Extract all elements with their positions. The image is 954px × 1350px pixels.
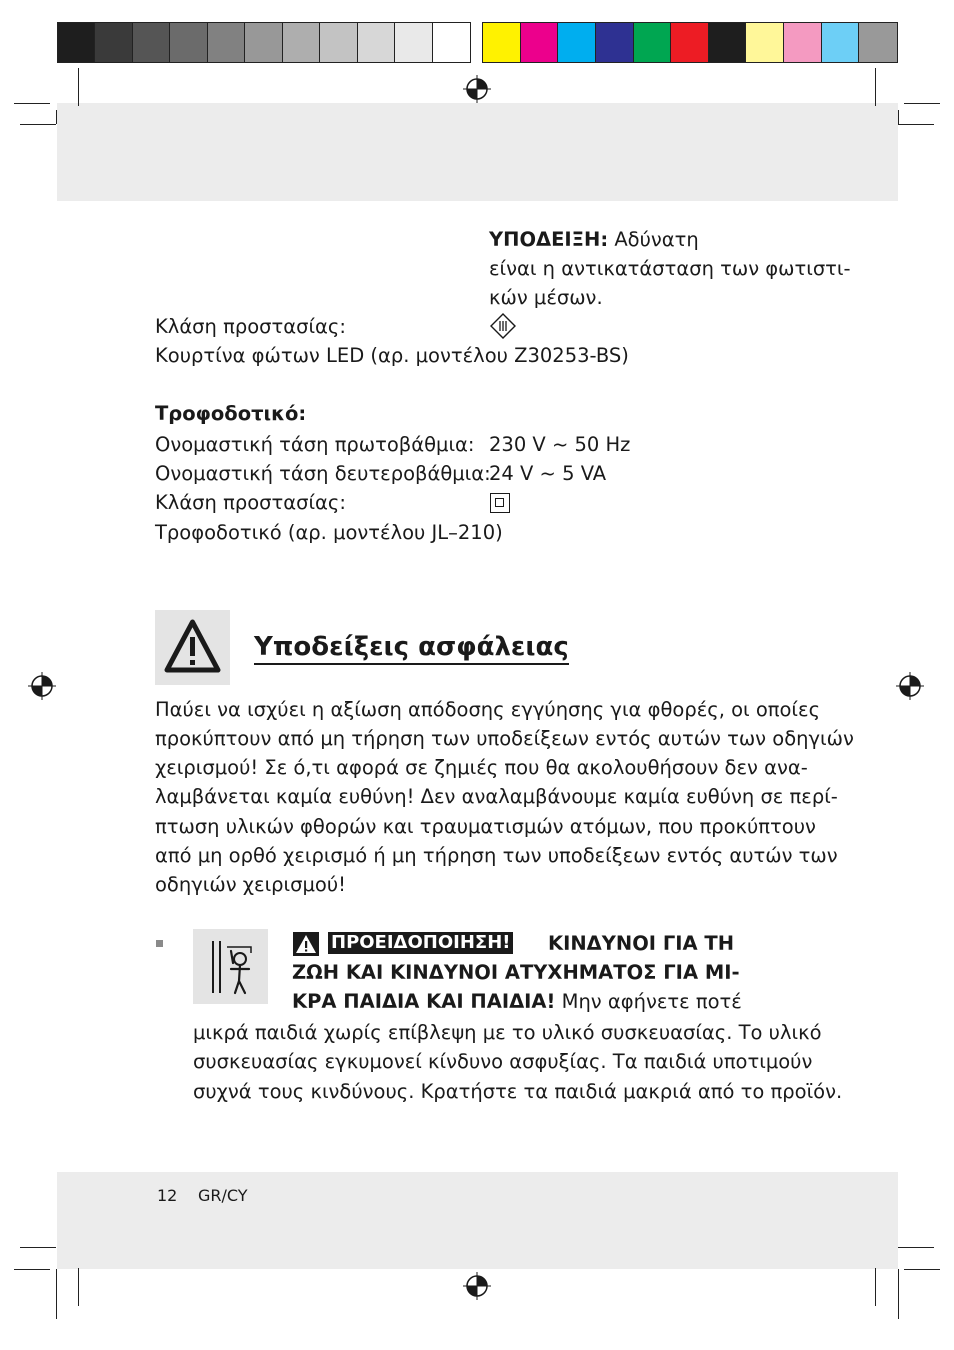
color-swatch — [320, 23, 357, 62]
lights-class-label: Κλάση προστασίας: — [155, 315, 346, 338]
safety-paragraph-line: λαμβάνεται καμία ευθύνη! Δεν αναλαμβάνουμε καμία ευθύνη σε περί- — [155, 785, 838, 808]
safety-paragraph-line: πτωση υλικών φθορών και τραυματισμών ατόμων, που προκύπτουν — [155, 815, 816, 838]
language-code: GR/CY — [198, 1186, 248, 1205]
psu-heading: Τροφοδοτικό: — [155, 402, 307, 425]
crop-mark — [875, 1268, 876, 1306]
safety-paragraph-line: χειρισμού! Σε ό,τι αφορά σε ζημιές που θα ακολουθήσουν δεν ανα- — [155, 756, 808, 779]
note-line-2: είναι η αντικατάσταση των φωτιστι- — [489, 257, 851, 280]
crop-mark — [20, 124, 56, 125]
crop-mark — [56, 1269, 57, 1319]
safety-paragraph-line: οδηγιών χειρισμού! — [155, 873, 346, 896]
safety-paragraph-line: προκύπτουν από μη τήρηση των υποδείξεων εντός αυτών των οδηγιών — [155, 727, 854, 750]
warning-body-line: συχνά τους κινδύνους. Κρατήστε τα παιδιά μακριά από το προϊόν. — [193, 1080, 843, 1103]
color-swatch — [483, 23, 521, 62]
warning-line-3 — [292, 987, 742, 1016]
protection-class-ii-icon — [490, 493, 510, 513]
psu-secondary-value: 24 V ~ 5 VA — [489, 462, 607, 485]
note-line-1 — [489, 225, 699, 254]
color-swatch — [521, 23, 559, 62]
color-swatch — [596, 23, 634, 62]
crop-mark — [898, 124, 934, 125]
warning-head-3: ΚΡΑ ΠΑΙΔΙΑ ΚΑΙ ΠΑΙΔΙΑ! — [292, 990, 556, 1013]
safety-paragraph-line: Παύει να ισχύει η αξίωση απόδοσης εγγύησης για φθορές, οι οποίες — [155, 698, 821, 721]
crop-mark — [20, 1247, 56, 1248]
registration-mark-icon — [463, 75, 491, 103]
safety-paragraph-line: από μη ορθό χειρισμό ή μη τήρηση των υποδείξεων εντός αυτών των — [155, 844, 838, 867]
color-swatch — [170, 23, 207, 62]
color-swatch — [133, 23, 170, 62]
color-swatch — [208, 23, 245, 62]
warning-head-1: ΚΙΝΔΥΝΟΙ ΓΙΑ ΤΗ — [548, 932, 735, 955]
warning-head-2: ΖΩΗ ΚΑΙ ΚΙΝΔΥΝΟΙ ΑΤΥΧΗΜΑΤΟΣ ΓΙΑ ΜΙ- — [292, 961, 740, 984]
crop-mark — [14, 103, 50, 104]
color-swatch — [433, 23, 470, 62]
safety-title: Υποδείξεις ασφάλειας — [254, 631, 569, 665]
color-swatch — [784, 23, 822, 62]
color-swatch — [746, 23, 784, 62]
psu-model-line: Τροφοδοτικό (αρ. μοντέλου JL–210) — [155, 521, 503, 544]
color-swatch — [634, 23, 672, 62]
header-band — [57, 103, 898, 201]
crop-mark — [904, 103, 940, 104]
crop-mark — [56, 110, 57, 124]
protection-class-iii-icon — [490, 313, 516, 339]
psu-class-label: Κλάση προστασίας: — [155, 491, 346, 514]
warning-badge: ΠΡΟΕΙΔΟΠΟΙΗΣΗ! — [328, 932, 513, 954]
registration-mark-icon — [896, 672, 924, 700]
crop-mark — [875, 68, 876, 106]
note-text: Αδύνατη — [608, 228, 699, 251]
crop-mark — [898, 110, 899, 124]
small-warning-triangle-icon — [293, 932, 319, 956]
warning-body-line: μικρά παιδιά χωρίς επίβλεψη με το υλικό συσκευασίας. Το υλικό — [193, 1021, 822, 1044]
crop-mark — [898, 1269, 899, 1319]
warning-tail-3: Μην αφήνετε ποτέ — [555, 990, 742, 1013]
color-swatch — [283, 23, 320, 62]
registration-mark-icon — [463, 1272, 491, 1300]
process-color-bar — [482, 22, 898, 63]
crop-mark — [898, 1247, 934, 1248]
color-swatch — [358, 23, 395, 62]
registration-mark-icon — [28, 672, 56, 700]
note-line-3: κών μέσων. — [489, 286, 603, 309]
list-bullet — [156, 940, 163, 947]
crop-mark — [78, 68, 79, 106]
color-swatch — [245, 23, 282, 62]
crop-mark — [904, 1269, 940, 1270]
color-swatch — [95, 23, 132, 62]
color-swatch — [822, 23, 860, 62]
psu-primary-label: Ονομαστική τάση πρωτοβάθμια: — [155, 433, 475, 456]
lights-model-line: Κουρτίνα φώτων LED (αρ. μοντέλου Z30253-BS) — [155, 344, 629, 367]
grayscale-color-bar — [57, 22, 471, 63]
color-swatch — [859, 23, 897, 62]
color-swatch — [558, 23, 596, 62]
color-swatch — [395, 23, 432, 62]
warning-triangle-icon — [155, 610, 230, 685]
child-hazard-icon — [193, 929, 268, 1004]
crop-mark — [78, 1268, 79, 1306]
footer-band — [57, 1172, 898, 1269]
page-number: 12 — [157, 1186, 178, 1205]
psu-secondary-label: Ονομαστική τάση δευτεροβάθμια: — [155, 462, 491, 485]
color-swatch — [671, 23, 709, 62]
psu-primary-value: 230 V ~ 50 Hz — [489, 433, 631, 456]
warning-body-line: συσκευασίας εγκυμονεί κίνδυνο ασφυξίας. Τα παιδιά υποτιμούν — [193, 1050, 813, 1073]
note-label: ΥΠΟΔΕΙΞΗ: — [489, 228, 609, 251]
color-swatch — [58, 23, 95, 62]
crop-mark — [14, 1269, 50, 1270]
color-swatch — [709, 23, 747, 62]
